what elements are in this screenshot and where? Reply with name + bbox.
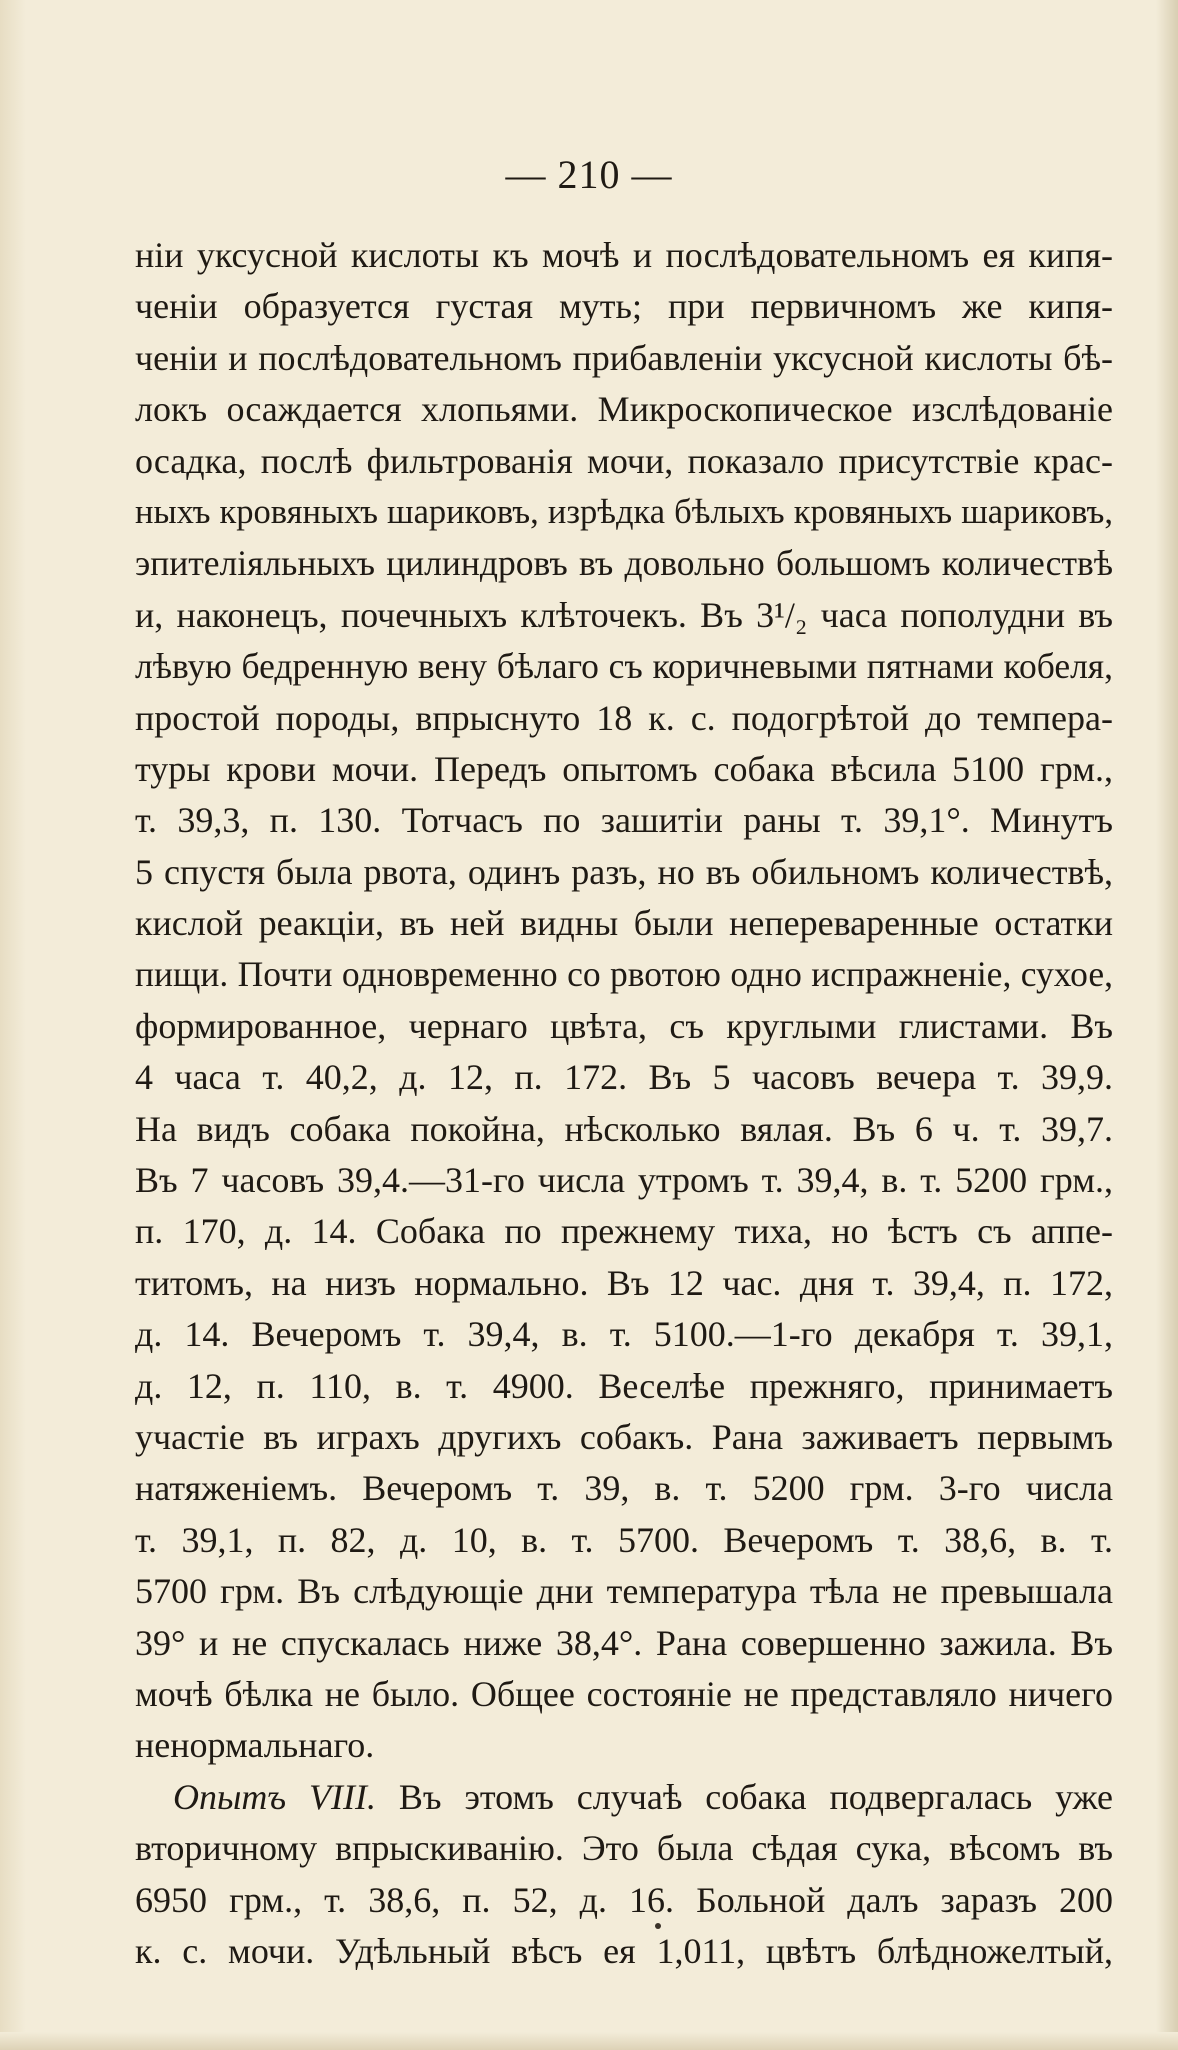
- text-line: т. 39,3, п. 130. Тотчасъ по зашитiи раны т. 39,1°. Минутъ: [135, 800, 1113, 841]
- text-line: локъ осаждается хлопьями. Микроскопическое изслѣдованiе: [135, 389, 1113, 430]
- text-line: эпителiяльныхъ цилиндровъ въ довольно большомъ количествѣ: [135, 543, 1113, 584]
- main-paragraph: [135, 230, 1113, 1772]
- text-line: формированное, чернаго цвѣта, съ круглыми глистами. Въ: [135, 1005, 1113, 1046]
- section-paragraph: [135, 1823, 1113, 1977]
- text-line: ченiи образуется густая муть; при первичномъ же кипя-: [135, 286, 1113, 327]
- text-line: 5 спустя была рвота, одинъ разъ, но въ обильномъ количествѣ,: [135, 851, 1113, 892]
- section-first-line: [135, 1772, 1113, 1823]
- page-edge-left: [0, 0, 26, 2050]
- text-line: нiи уксусной кислоты къ мочѣ и послѣдовательномъ ея кипя-: [135, 235, 1113, 275]
- text-line: 5700 грм. Въ слѣдующiе дни температура тѣла не превышала: [135, 1571, 1113, 1612]
- text-line: простой породы, впрыснуто 18 к. с. подогрѣтой до темпера-: [135, 697, 1113, 738]
- text-line: На видъ собака покойна, нѣсколько вялая. Въ 6 ч. т. 39,7.: [135, 1108, 1113, 1149]
- text-line: кислой реакцiи, въ ней видны были непереваренные остатки: [135, 903, 1113, 944]
- section-first-line-text: Въ этомъ случаѣ собака подвергалась уже: [398, 1776, 1113, 1817]
- page-edge-bottom: [0, 2032, 1178, 2050]
- text-line: туры крови мочи. Передъ опытомъ собака вѣсила 5100 грм.,: [135, 748, 1113, 789]
- text-line: т. 39,1, п. 82, д. 10, в. т. 5700. Вечеромъ т. 38,6, в. т.: [135, 1519, 1113, 1560]
- text-line: участiе въ играхъ другихъ собакъ. Рана заживаетъ первымъ: [135, 1416, 1113, 1457]
- text-line: 4 часа т. 40,2, д. 12, п. 172. Въ 5 часовъ вечера т. 39,9.: [135, 1057, 1113, 1098]
- text-line: 39° и не спускалась ниже 38,4°. Рана совершенно зажила. Въ: [135, 1622, 1113, 1663]
- body-text: [135, 230, 1113, 1977]
- text-line: Въ 7 часовъ 39,4.—31-го числа утромъ т. 39,4, в. т. 5200 грм.,: [135, 1160, 1113, 1201]
- text-line: пищи. Почти одновременно со рвотою одно испражненiе, сухое,: [135, 954, 1113, 995]
- page-number: — 210 —: [505, 152, 673, 197]
- text-line: мочѣ бѣлка не было. Общее состоянiе не представляло ничего: [135, 1673, 1113, 1714]
- text-line: вторичному впрыскиванiю. Это была сѣдая сука, вѣсомъ въ: [135, 1828, 1113, 1869]
- ink-dot: [655, 1923, 661, 1929]
- text-line: п. 170, д. 14. Собака по прежнему тиха, но ѣстъ съ аппе-: [135, 1211, 1113, 1252]
- text-line: ненормальнаго.: [135, 1725, 375, 1766]
- page-edge-right: [1156, 0, 1178, 2050]
- text-line: д. 12, п. 110, в. т. 4900. Веселѣе прежняго, принимаетъ: [135, 1365, 1113, 1406]
- text-line: 6950 грм., т. 38,6, п. 52, д. 16. Больной далъ заразъ 200: [135, 1879, 1113, 1920]
- text-line: д. 14. Вечеромъ т. 39,4, в. т. 5100.—1-го декабря т. 39,1,: [135, 1314, 1113, 1355]
- section-title: Опытъ VIII.: [173, 1776, 376, 1817]
- text-line: лѣвую бедренную вену бѣлаго съ коричневыми пятнами кобеля,: [135, 646, 1113, 687]
- text-line: натяженiемъ. Вечеромъ т. 39, в. т. 5200 грм. 3-го числа: [135, 1468, 1113, 1509]
- text-line: ченiи и послѣдовательномъ прибавленiи уксусной кислоты бѣ-: [135, 337, 1113, 378]
- text-line: ныхъ кровяныхъ шариковъ, изрѣдка бѣлыхъ кровяныхъ шариковъ,: [135, 492, 1113, 531]
- text-line: осадка, послѣ фильтрованiя мочи, показало присутствiе крас-: [135, 440, 1113, 481]
- text-line: к. с. мочи. Удѣльный вѣсъ ея 1,011, цвѣтъ блѣдножелтый,: [135, 1930, 1113, 1971]
- text-line: титомъ, на низъ нормально. Въ 12 час. дня т. 39,4, п. 172,: [135, 1262, 1113, 1303]
- text-line: и, наконецъ, почечныхъ клѣточекъ. Въ 3¹/₂ часа пополудни въ: [135, 594, 1113, 635]
